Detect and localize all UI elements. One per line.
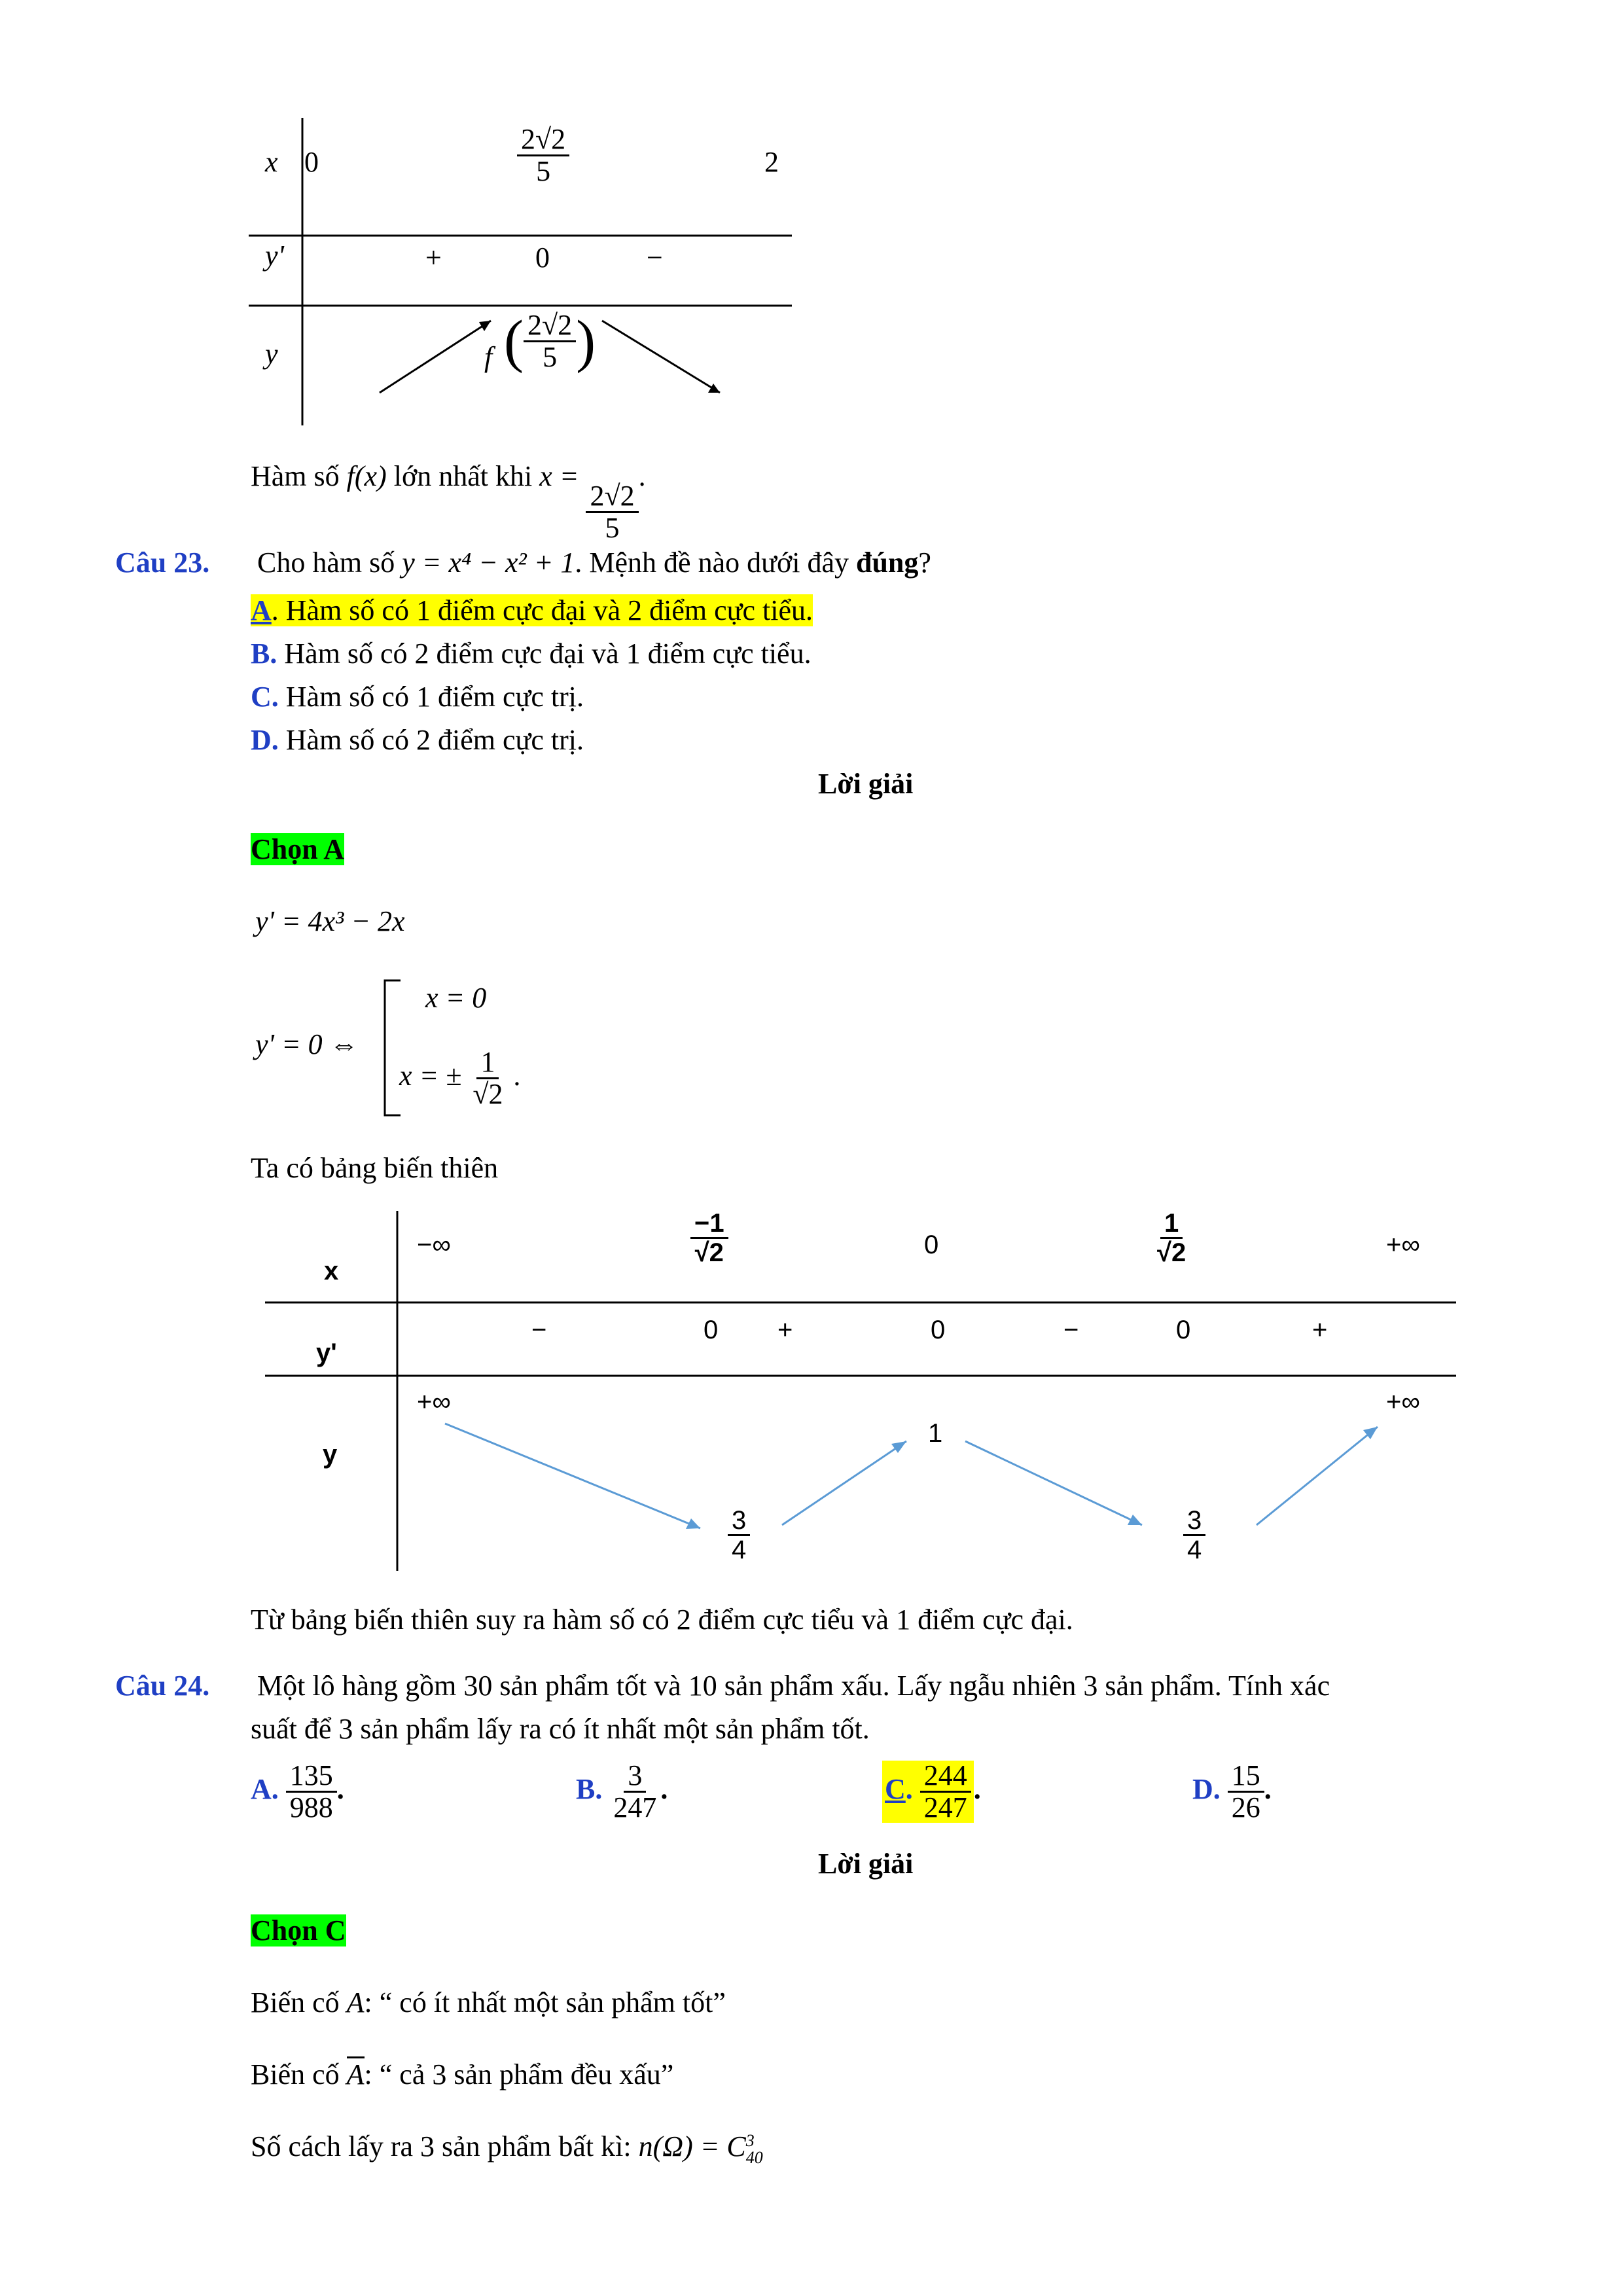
q24-event-a-bar: Biến cố A: “ cả 3 sản phẩm đều xấu” <box>251 2056 673 2093</box>
q24-sample-space: Số cách lấy ra 3 sản phẩm bất kì: n(Ω) = C 3 40 <box>251 2130 763 2167</box>
table2-yp-7: + <box>1312 1316 1328 1344</box>
q23-option-d[interactable]: D. Hàm số có 2 điểm cực trị. <box>251 724 584 756</box>
max-statement: Hàm số f(x) lớn nhất khi x = $\frac{2√2}{5}$ . <box>251 460 646 545</box>
table2-y-min-right: $\frac{3}{4}$ <box>1183 1507 1205 1564</box>
table2-x-pos-root: $\frac{1}{√2}$ <box>1157 1209 1186 1267</box>
table2-y-top-right: +∞ <box>1386 1388 1420 1416</box>
q23-option-a[interactable]: A. Hàm số có 1 điểm cực đại và 2 điểm cực tiểu. <box>251 594 813 626</box>
q24-label: Câu 24. <box>115 1670 210 1702</box>
q23-stem: Cho hàm số y = x⁴ − x² + 1. Mệnh đề nào dưới đây đúng? <box>257 547 931 579</box>
q23-case-2: x = ± $\frac{1}{√2}$ . <box>399 1046 522 1111</box>
table2-x-zero: 0 <box>924 1230 939 1259</box>
q24-stem-line2: suất để 3 sản phẩm lấy ra có ít nhất một sản phẩm tốt. <box>251 1713 870 1745</box>
table2-yp-6: 0 <box>1176 1316 1191 1344</box>
q24-option-d[interactable]: D. $\frac{15}{26}$ . <box>1192 1759 1272 1824</box>
table1-x-start: 0 <box>304 146 319 178</box>
table2-x-neg-root: $\frac{-1}{√2}$ <box>690 1210 728 1266</box>
table2-x-label: x <box>324 1257 339 1285</box>
table2-y-max: 1 <box>928 1419 943 1448</box>
table2-yprime-label: y' <box>316 1338 337 1367</box>
q23-option-b[interactable]: B. Hàm số có 2 điểm cực đại và 1 điểm cực tiểu. <box>251 637 812 670</box>
q23-solution-title: Lời giải <box>818 768 914 800</box>
q23-derivative: y' = 4x³ − 2x <box>255 905 405 937</box>
table1-x-end: 2 <box>764 146 779 178</box>
table2-y-min-left: $\frac{3}{4}$ <box>728 1507 750 1564</box>
q24-option-c[interactable]: C. $\frac{244}{247}$ . <box>882 1761 981 1823</box>
q23-conclusion: Từ bảng biến thiên suy ra hàm số có 2 điểm cực tiểu và 1 điểm cực đại. <box>251 1604 1073 1636</box>
table2-y-top-left: +∞ <box>417 1388 451 1416</box>
q23-label: Câu 23. <box>115 547 210 579</box>
table2-yp-5: − <box>1063 1316 1079 1344</box>
table2-yp-1: − <box>531 1316 547 1344</box>
q23-case-1: x = 0 <box>425 982 487 1014</box>
table2-yp-4: 0 <box>931 1316 946 1344</box>
table2-x-pos-inf: +∞ <box>1386 1230 1420 1259</box>
q24-option-b[interactable]: B. $\frac{3}{247}$ . <box>576 1759 668 1824</box>
q24-stem-line1: Một lô hàng gồm 30 sản phẩm tốt và 10 sản phẩm xấu. Lấy ngẫu nhiên 3 sản phẩm. Tính xác <box>257 1670 1330 1702</box>
q23-chosen: Chọn A <box>251 833 345 865</box>
table1-yprime-minus: − <box>647 242 663 274</box>
table2-x-neg-inf: −∞ <box>417 1230 451 1259</box>
table1-x-label: x <box>265 146 278 178</box>
table1-yprime-plus: + <box>425 242 442 274</box>
q23-table-intro: Ta có bảng biến thiên <box>251 1152 499 1184</box>
table1-y-label: y <box>265 338 278 370</box>
q24-event-a: Biến cố A: “ có ít nhất một sản phẩm tốt” <box>251 1986 726 2018</box>
table2-yp-3: + <box>777 1316 793 1344</box>
table1-y-max: ( $\frac{2√2}{5}$ ) <box>504 308 596 374</box>
table1-yprime-label: y' <box>265 240 284 272</box>
q23-option-c[interactable]: C. Hàm số có 1 điểm cực trị. <box>251 681 584 713</box>
q24-solution-title: Lời giải <box>818 1848 914 1880</box>
table2-yp-2: 0 <box>704 1316 719 1344</box>
table1-f-label: f <box>484 341 493 373</box>
table2-y-label: y <box>323 1440 338 1469</box>
table1-yprime-zero: 0 <box>535 242 550 274</box>
q24-option-a[interactable]: A. $\frac{135}{988}$ . <box>251 1759 344 1824</box>
q24-chosen: Chọn C <box>251 1914 346 1946</box>
q23-eq-lhs: y' = 0 ⇔ <box>255 1028 359 1060</box>
table1-x-mid: $\frac{2√2}{5}$ <box>517 124 569 187</box>
